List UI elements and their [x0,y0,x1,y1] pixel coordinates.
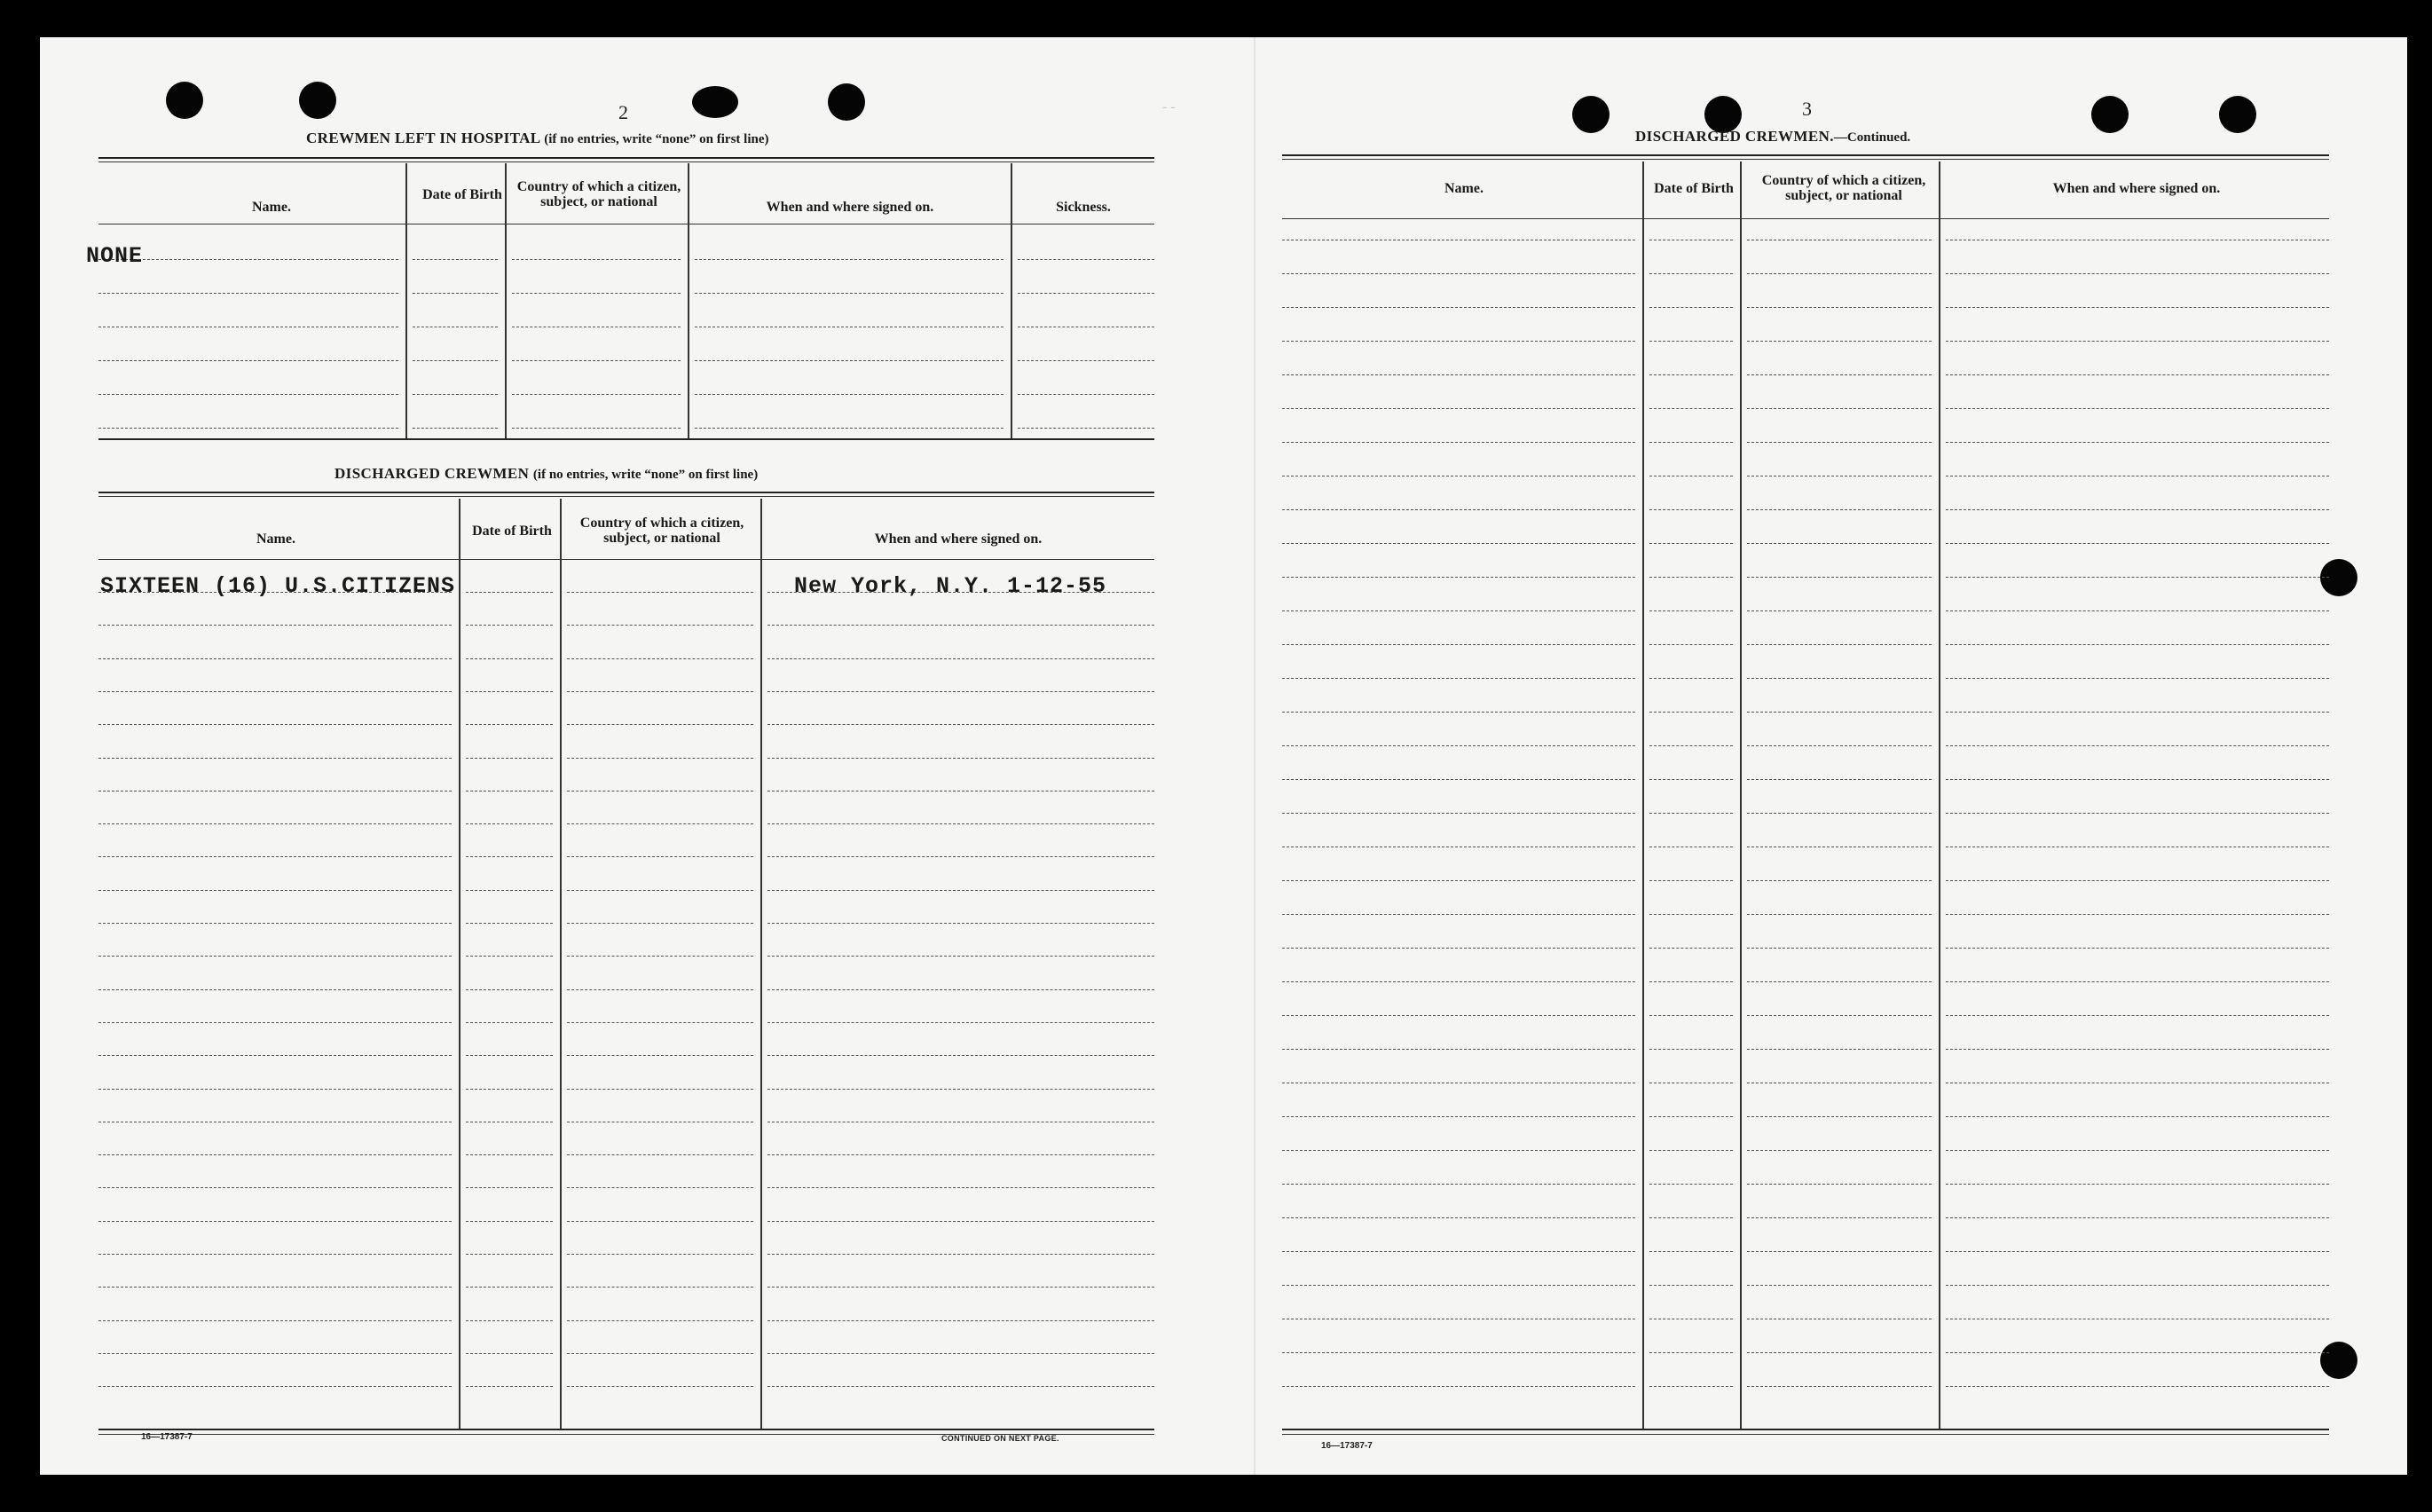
entry-line [1282,442,1635,443]
hospital-col-divider [688,163,689,438]
entry-line [1946,948,2329,949]
entry-line [767,1353,1154,1354]
entry-line [767,1089,1154,1090]
discharged-col-divider [560,499,562,1430]
entry-line [1747,577,1932,578]
entry-line [567,856,753,857]
entry-line [466,890,553,891]
entry-line [1747,745,1932,746]
entry-line [1649,273,1733,274]
entry-line [767,691,1154,692]
entry-line [1946,577,2329,578]
entry-line [567,1187,753,1188]
hospital-entry-none: NONE [86,243,144,269]
right-col-name: Name. [1444,180,1484,196]
entry-line [767,1287,1154,1288]
entry-line [1018,360,1154,361]
entry-line [1946,1015,2329,1016]
entry-line [1018,259,1154,260]
punch-hole [1572,96,1610,133]
entry-line [1649,1184,1733,1185]
right-col-country: Country of which a citizen, subject, or national [1761,173,1926,203]
entry-line [512,394,681,395]
entry-line [1747,543,1932,544]
entry-line [1946,1352,2329,1353]
entry-line [1282,577,1635,578]
entry-line [466,1221,553,1222]
entry-line [1649,914,1733,915]
entry-line [1649,307,1733,308]
entry-line [512,360,681,361]
entry-line [466,1022,553,1023]
entry-line [767,989,1154,990]
entry-line [567,625,753,626]
entry-line [1747,442,1932,443]
entry-line [512,428,681,429]
entry-line [767,1055,1154,1056]
entry-line [1649,880,1733,881]
hospital-col-divider [405,163,407,438]
entry-line [767,1154,1154,1155]
entry-line [1747,1150,1932,1151]
page-fold [1254,37,1255,1475]
entry-line [1747,1251,1932,1252]
entry-line [1747,1184,1932,1185]
entry-line [767,758,1154,759]
entry-line [98,1320,452,1321]
entry-line [567,890,753,891]
discharged-table-bottom-rule [98,1429,1154,1430]
entry-line [1946,1150,2329,1151]
entry-line [567,923,753,924]
entry-line [1747,273,1932,274]
entry-line [1946,981,2329,982]
entry-line [1747,307,1932,308]
entry-line [767,890,1154,891]
entry-line [1649,408,1733,409]
entry-line [98,691,452,692]
entry-line [98,1287,452,1288]
entry-line [767,1254,1154,1255]
entry-line [1282,374,1635,375]
entry-line [767,1187,1154,1188]
entry-line [695,259,1003,260]
hospital-table-top-rule [98,157,1154,159]
discharged-section-title: DISCHARGED CREWMEN (if no entries, write “none” on first line) [334,465,759,482]
entry-line [567,1386,753,1387]
entry-line [1282,1184,1635,1185]
hospital-table-top-rule-2 [98,161,1154,162]
entry-line [466,1187,553,1188]
punch-hole [2219,96,2256,133]
entry-line [466,758,553,759]
discharged-col-country: Country of which a citizen, subject, or national [579,516,744,546]
discharged-col-divider [459,499,460,1430]
entry-line [1946,644,2329,645]
entry-line [1649,948,1733,949]
entry-line [1946,442,2329,443]
entry-line [1649,509,1733,510]
entry-line [1946,273,2329,274]
entry-line [98,394,398,395]
entry-line [567,1221,753,1222]
entry-line [466,1055,553,1056]
entry-line [567,658,753,659]
entry-line [98,856,452,857]
entry-line [567,823,753,824]
entry-line [1649,1217,1733,1218]
entry-line [1946,509,2329,510]
entry-line [1282,1049,1635,1050]
entry-line [466,1154,553,1155]
entry-line [1747,779,1932,780]
entry-line [567,724,753,725]
entry-line [1282,307,1635,308]
entry-line [695,394,1003,395]
right-col-divider [1939,161,1940,1430]
entry-line [767,625,1154,626]
entry-line [695,293,1003,294]
entry-line [1649,1285,1733,1286]
hospital-section-title: CREWMEN LEFT IN HOSPITAL (if no entries, write “none” on first line) [306,130,769,146]
hospital-col-dob: Date of Birth [422,186,502,202]
right-header-rule [1282,218,2329,219]
right-col-divider [1642,161,1644,1430]
entry-line [98,1187,452,1188]
entry-line [98,1254,452,1255]
entry-line [466,1386,553,1387]
entry-line [98,1022,452,1023]
entry-line [466,658,553,659]
entry-line [466,1089,553,1090]
punch-hole [2320,559,2357,596]
entry-line [1282,644,1635,645]
entry-line [1649,610,1733,611]
entry-line [1649,813,1733,814]
entry-line [1282,341,1635,342]
discharged-col-dob: Date of Birth [472,523,552,539]
entry-line [98,1154,452,1155]
entry-line [1282,543,1635,544]
entry-line [567,1089,753,1090]
entry-line [767,956,1154,957]
entry-line [1747,712,1932,713]
right-col-signed-on: When and where signed on. [2052,180,2221,196]
right-table-bottom-rule-2 [1282,1434,2329,1435]
hospital-table-bottom-rule [98,438,1154,440]
entry-line [1282,1285,1635,1286]
entry-line [567,1254,753,1255]
entry-line [98,890,452,891]
entry-line [1946,610,2329,611]
entry-line [1747,1352,1932,1353]
entry-line [98,1089,452,1090]
entry-line [567,1353,753,1354]
entry-line [1946,779,2329,780]
entry-line [1649,1386,1733,1387]
entry-line [466,856,553,857]
entry-line [1946,914,2329,915]
entry-line [466,956,553,957]
entry-line [1946,712,2329,713]
entry-line [567,592,753,593]
entry-line [98,1055,452,1056]
entry-line [1946,745,2329,746]
entry-line [1946,341,2329,342]
entry-line [98,1221,452,1222]
entry-line [1747,610,1932,611]
right-col-divider [1740,161,1742,1430]
entry-line [1018,394,1154,395]
entry-line [413,394,498,395]
entry-line [98,1353,452,1354]
entry-line [767,923,1154,924]
entry-line [98,823,452,824]
entry-line [767,823,1154,824]
right-page-number: 3 [1802,98,1812,120]
left-form-code: 16—17387-7 [141,1432,193,1442]
entry-line [466,592,553,593]
hospital-col-country: Country of which a citizen, subject, or national [516,179,681,209]
entry-line [1282,745,1635,746]
bleed-through-marks: - - [1162,99,1176,114]
entry-line [1282,610,1635,611]
entry-line [1747,374,1932,375]
entry-line [1649,1352,1733,1353]
entry-line [767,724,1154,725]
discharged-col-divider [760,499,762,1430]
entry-line [466,691,553,692]
entry-line [98,658,452,659]
entry-line [1747,1116,1932,1117]
entry-line [567,758,753,759]
entry-line [1282,1251,1635,1252]
entry-line [567,989,753,990]
hospital-col-divider [505,163,507,438]
entry-line [1946,1184,2329,1185]
entry-line [1282,1352,1635,1353]
entry-line [567,1022,753,1023]
punch-hole [2320,1342,2357,1379]
entry-line [1747,341,1932,342]
entry-line [98,293,398,294]
entry-line [567,691,753,692]
entry-line [98,956,452,957]
entry-line [1649,543,1733,544]
entry-line [1747,1217,1932,1218]
right-form-code: 16—17387-7 [1321,1441,1373,1451]
entry-line [1649,981,1733,982]
entry-line [695,360,1003,361]
entry-line [98,625,452,626]
entry-line [466,923,553,924]
punch-hole [299,82,336,119]
entry-line [1946,813,2329,814]
discharged-col-signed-on: When and where signed on. [874,531,1043,547]
entry-line [1747,678,1932,679]
entry-line [1649,341,1733,342]
entry-line [1282,1116,1635,1117]
discharged-header-rule [98,559,1154,560]
right-section-title: DISCHARGED CREWMEN.—Continued. [1635,128,1911,145]
entry-line [567,1055,753,1056]
entry-line [1649,779,1733,780]
discharged-entry-name: SIXTEEN (16) U.S.CITIZENS [100,573,456,599]
discharged-table-top-rule [98,492,1154,493]
discharged-entry-signed-on: New York, N.Y. 1-12-55 [794,573,1107,599]
entry-line [98,989,452,990]
punch-hole [2091,96,2129,133]
entry-line [466,1287,553,1288]
entry-line [1282,948,1635,949]
entry-line [567,1154,753,1155]
right-table-bottom-rule [1282,1429,2329,1430]
punch-hole [828,83,865,121]
entry-line [1649,577,1733,578]
entry-line [1747,1015,1932,1016]
entry-line [567,1320,753,1321]
entry-line [1946,1049,2329,1050]
entry-line [1946,543,2329,544]
hospital-col-name: Name. [252,199,291,215]
entry-line [767,1386,1154,1387]
entry-line [1282,1217,1635,1218]
punch-hole [692,86,738,118]
entry-line [466,1320,553,1321]
entry-line [98,1386,452,1387]
entry-line [1649,745,1733,746]
right-col-dob: Date of Birth [1654,180,1734,196]
entry-line [1747,644,1932,645]
entry-line [413,293,498,294]
entry-line [512,293,681,294]
entry-line [1946,880,2329,881]
entry-line [1282,779,1635,780]
entry-line [466,823,553,824]
entry-line [98,724,452,725]
entry-line [1649,1015,1733,1016]
hospital-col-divider [1011,163,1012,438]
continued-note: CONTINUED ON NEXT PAGE. [941,1434,1059,1443]
entry-line [1747,1049,1932,1050]
entry-line [767,856,1154,857]
entry-line [1747,981,1932,982]
entry-line [1747,1386,1932,1387]
entry-line [466,724,553,725]
entry-line [1282,813,1635,814]
entry-line [1747,948,1932,949]
entry-line [1946,1386,2329,1387]
entry-line [1282,678,1635,679]
entry-line [98,923,452,924]
entry-line [1946,1217,2329,1218]
entry-line [1747,914,1932,915]
entry-line [1282,509,1635,510]
entry-line [767,1320,1154,1321]
entry-line [1649,1251,1733,1252]
entry-line [1946,1285,2329,1286]
entry-line [466,1353,553,1354]
entry-line [1282,914,1635,915]
entry-line [1649,1049,1733,1050]
entry-line [1282,880,1635,881]
entry-line [1747,1285,1932,1286]
entry-line [1649,678,1733,679]
entry-line [1747,813,1932,814]
entry-line [1649,374,1733,375]
discharged-table-top-rule-2 [98,496,1154,497]
entry-line [695,428,1003,429]
entry-line [1649,712,1733,713]
entry-line [1747,408,1932,409]
punch-hole [166,82,203,119]
entry-line [1282,981,1635,982]
entry-line [1946,1116,2329,1117]
entry-line [767,1221,1154,1222]
hospital-col-signed-on: When and where signed on. [766,199,934,215]
entry-line [1282,1386,1635,1387]
entry-line [98,360,398,361]
entry-line [1946,678,2329,679]
entry-line [767,658,1154,659]
entry-line [98,259,398,260]
entry-line [466,1254,553,1255]
entry-line [1649,1150,1733,1151]
entry-line [466,625,553,626]
right-table-top-rule-2 [1282,159,2329,160]
entry-line [1282,1150,1635,1151]
left-page-number: 2 [618,101,628,123]
entry-line [1747,509,1932,510]
entry-line [1649,644,1733,645]
discharged-col-name: Name. [256,531,295,547]
entry-line [98,428,398,429]
entry-line [567,1287,753,1288]
entry-line [1946,1251,2329,1252]
entry-line [767,1022,1154,1023]
entry-line [413,259,498,260]
entry-line [413,428,498,429]
entry-line [1018,428,1154,429]
right-table-top-rule [1282,154,2329,156]
entry-line [1282,273,1635,274]
entry-line [1282,712,1635,713]
entry-line [1946,374,2329,375]
entry-line [1649,442,1733,443]
entry-line [1282,1015,1635,1016]
entry-line [1946,307,2329,308]
entry-line [567,956,753,957]
entry-line [512,259,681,260]
entry-line [1747,880,1932,881]
entry-line [1018,293,1154,294]
entry-line [413,360,498,361]
hospital-col-sickness: Sickness. [1056,199,1111,215]
entry-line [1282,408,1635,409]
document-sheet [40,37,2407,1475]
entry-line [1649,1116,1733,1117]
entry-line [1946,408,2329,409]
entry-line [466,989,553,990]
entry-line [98,758,452,759]
